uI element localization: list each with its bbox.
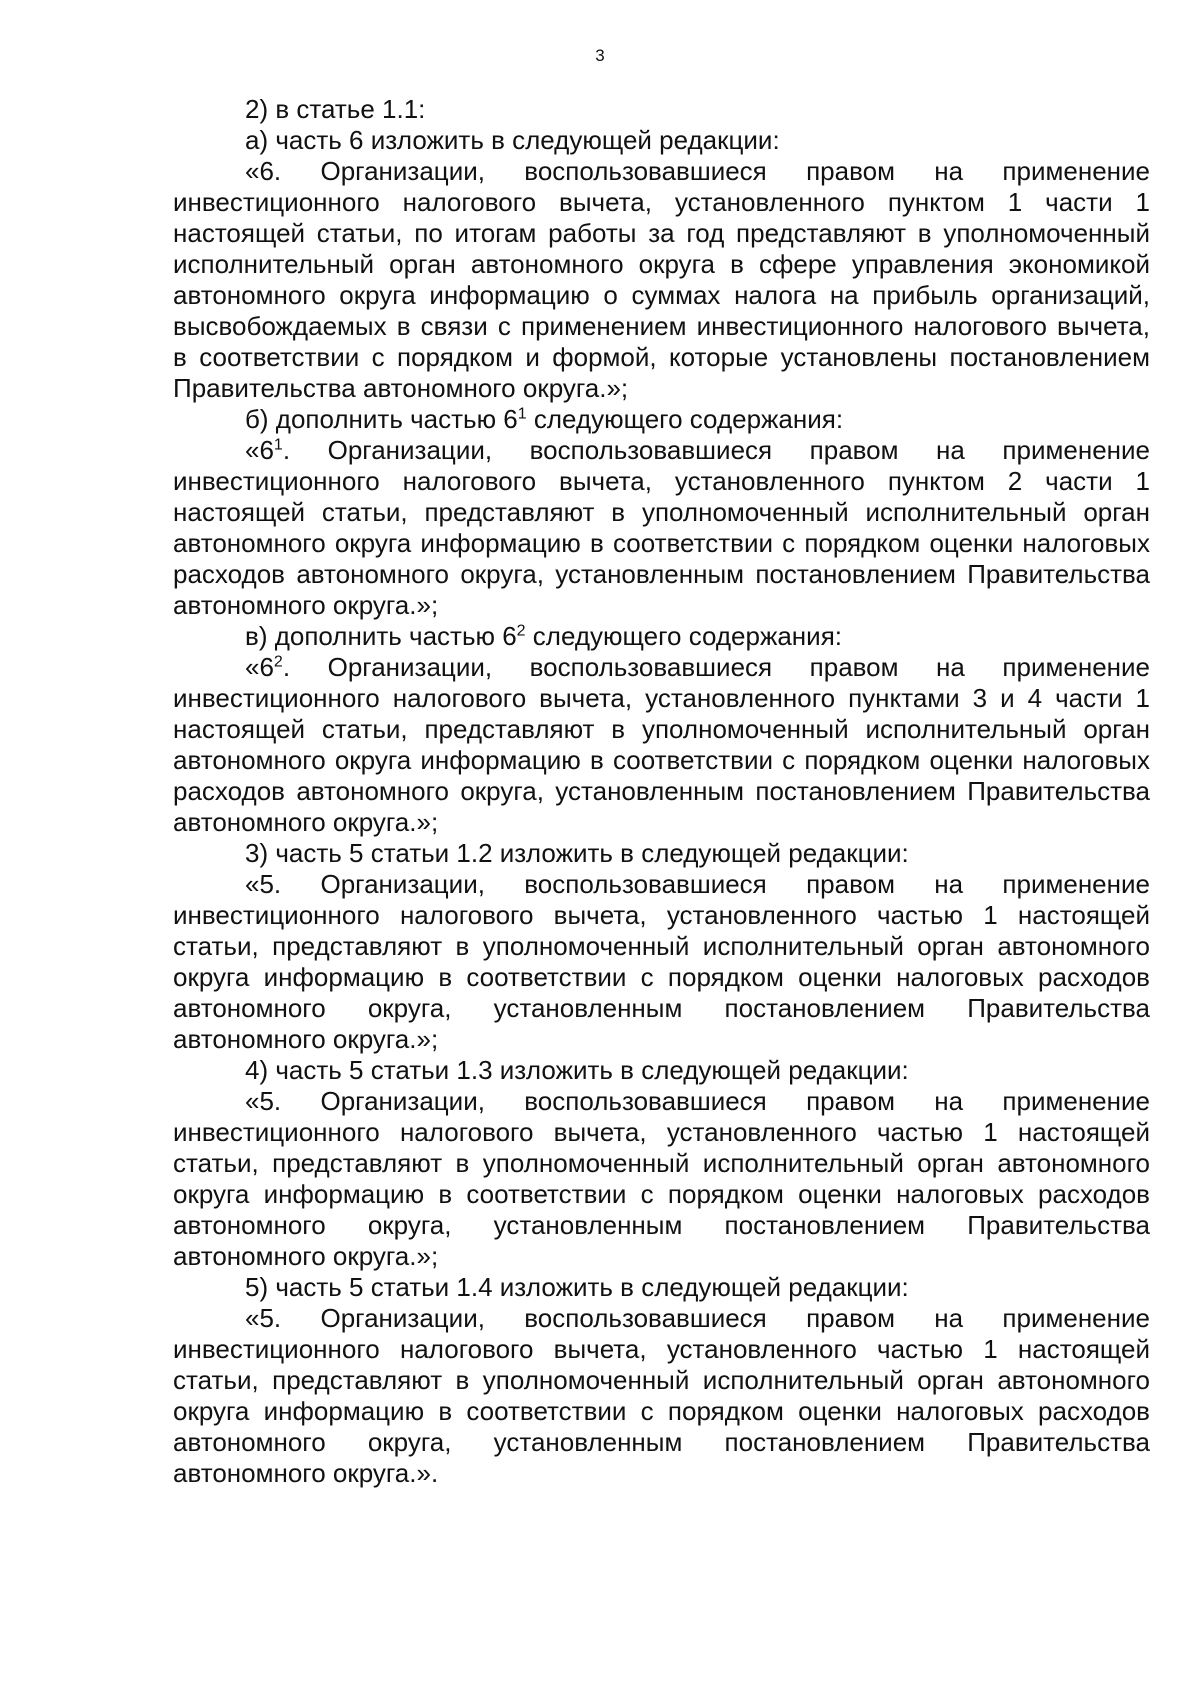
paragraph-text-start: в) дополнить частью 6 [245, 621, 517, 651]
amendment-item [173, 1055, 1150, 1086]
paragraph-text: . Организации, воспользовавшиеся правом на применение инвестиционного налогового вычета, установленного пунктом 1 части 1 настоящей статьи, по итогам работы за год представляют в уполномоченный исполнительный орган автономного округа в сфере управления экономикой автономного округа информацию о суммах налога на прибыль организаций, высвобождаемых в связи с применением инвестиционного налогового вычета, в соответствии с порядком и формой, которые установлены постановлением Правительства автономного округа.»; [173, 156, 1150, 403]
amendment-subitem [173, 404, 1150, 435]
quoted-provision [173, 156, 1150, 404]
paragraph-text: 2) в статье 1.1: [245, 94, 426, 124]
superscript: 1 [517, 405, 527, 423]
amendment-item [173, 838, 1150, 869]
paragraph-text: «5. Организации, воспользовавшиеся правом на применение инвестиционного налогового вычета, установленного частью 1 настоящей статьи, представляют в уполномоченный исполнительный орган автономного округа информацию в соответствии с порядком оценки налоговых расходов автономного округа, установленным постановлением Правительства автономного округа.»; [173, 1086, 1150, 1271]
paragraph-text-end: следующего содержания: [526, 404, 844, 434]
quoted-provision [173, 869, 1150, 1055]
document-body [173, 94, 1150, 1489]
page-number: 3 [595, 46, 605, 65]
amendment-item [173, 1272, 1150, 1303]
quoted-provision [173, 1086, 1150, 1272]
paragraph-text: «5. Организации, воспользовавшиеся правом на применение инвестиционного налогового вычета, установленного частью 1 настоящей статьи, представляют в уполномоченный исполнительный орган автономного округа информацию в соответствии с порядком оценки налоговых расходов автономного округа, установленным постановлением Правительства автономного округа.»; [173, 869, 1150, 1054]
superscript: 2 [273, 653, 283, 671]
paragraph-text: 3) часть 5 статьи 1.2 изложить в следующей редакции: [245, 838, 909, 868]
quoted-provision [173, 652, 1150, 838]
amendment-subitem [173, 125, 1150, 156]
paragraph-text: «5. Организации, воспользовавшиеся правом на применение инвестиционного налогового вычета, установленного частью 1 настоящей статьи, представляют в уполномоченный исполнительный орган автономного округа информацию в соответствии с порядком оценки налоговых расходов автономного округа, установленным постановлением Правительства автономного округа.». [173, 1303, 1150, 1488]
superscript: 2 [516, 622, 526, 640]
quoted-provision [173, 435, 1150, 621]
provision-number: «6 [245, 156, 274, 186]
paragraph-text: а) часть 6 изложить в следующей редакции: [245, 125, 780, 155]
paragraph-text-start: б) дополнить частью 6 [245, 404, 518, 434]
paragraph-text: 4) часть 5 статьи 1.3 изложить в следующей редакции: [245, 1055, 909, 1085]
provision-number: «6 [245, 435, 274, 465]
amendment-item [173, 94, 1150, 125]
superscript: 1 [273, 436, 283, 454]
paragraph-text: . Организации, воспользовавшиеся правом на применение инвестиционного налогового вычета, установленного пунктами 3 и 4 части 1 настоящей статьи, представляют в уполномоченный исполнительный орган автономного округа информацию в соответствии с порядком оценки налоговых расходов автономного округа, установленным постановлением Правительства автономного округа.»; [173, 652, 1150, 837]
provision-number: «6 [245, 652, 274, 682]
amendment-subitem [173, 621, 1150, 652]
paragraph-text: . Организации, воспользовавшиеся правом на применение инвестиционного налогового вычета, установленного пунктом 2 части 1 настоящей статьи, представляют в уполномоченный исполнительный орган автономного округа информацию в соответствии с порядком оценки налоговых расходов автономного округа, установленным постановлением Правительства автономного округа.»; [173, 435, 1150, 620]
quoted-provision [173, 1303, 1150, 1489]
paragraph-text-end: следующего содержания: [525, 621, 842, 651]
paragraph-text: 5) часть 5 статьи 1.4 изложить в следующей редакции: [245, 1272, 909, 1302]
